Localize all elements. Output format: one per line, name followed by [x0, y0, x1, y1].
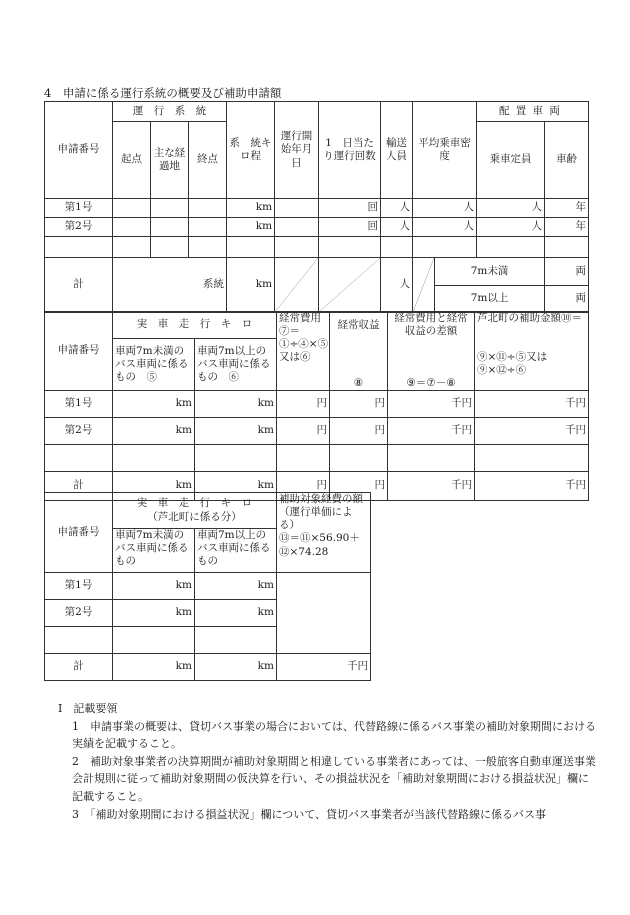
unit-km: km — [195, 390, 277, 417]
revenue-header: 経常収益 — [330, 312, 388, 339]
route-system-header: 運 行 系 統 — [113, 102, 227, 122]
unit-senen: 千円 — [475, 471, 589, 500]
row-label: 第1号 — [45, 573, 113, 600]
unit-nin: 人 — [413, 218, 477, 237]
target-cost-label: 補助対象経費の額（運行単価による） — [279, 493, 363, 532]
row-label: 第1号 — [45, 199, 113, 218]
unit-nen: 年 — [545, 218, 589, 237]
total-row — [45, 654, 371, 681]
unit-keito: 系統 — [113, 258, 227, 313]
unit-nin: 人 — [413, 199, 477, 218]
table-row — [45, 573, 371, 600]
unit-nin: 人 — [477, 218, 545, 237]
target-formula-2: ⑫×74.28 — [279, 545, 329, 558]
unit-km: km — [195, 573, 277, 600]
unit-senen: 千円 — [388, 471, 475, 500]
unit-senen: 千円 — [277, 654, 371, 681]
start-point-header: 起点 — [113, 122, 151, 199]
instructions-title: Ⅰ 記載要領 — [58, 702, 118, 715]
vehicles-header: 配置車両 — [477, 102, 589, 122]
note-2: 2 補助対象事業者の決算期間が補助対象期間と相違している事業者にあっては、一般旅客自動車運送事業会計規則に従って補助対象期間の仮決算を行い、その損益状況を「補助対象期間における損益状況」欄に記載すること。 — [72, 754, 596, 803]
vehicle-age-header: 車齢 — [545, 122, 589, 199]
table-row — [45, 199, 589, 218]
diagonal-cell — [413, 258, 435, 313]
unit-ryo: 両 — [545, 258, 589, 286]
unit-yen: 円 — [330, 417, 388, 444]
instructions — [58, 700, 598, 823]
unit-km: km — [113, 654, 195, 681]
note-3: 3 「補助対象期間における損益状況」欄について、貸切バス事業者が当該代替路線に係るバス事 — [72, 807, 547, 821]
over-7m-km-header: 車両7m以上のバス車両に係るもの ⑥ — [195, 338, 277, 390]
under-7m-km-header: 車両7m未満のバス車両に係るもの ⑤ — [113, 338, 195, 390]
unit-km: km — [195, 417, 277, 444]
target-cost-header — [277, 493, 371, 573]
unit-km: km — [113, 390, 195, 417]
unit-nin: 人 — [381, 199, 413, 218]
passengers-header: 輸送人員 — [381, 102, 413, 199]
cost-header: 経常費用⑦＝①÷④×⑤又は⑥ — [277, 312, 330, 391]
route-km-header: 系 統キロ程 — [227, 102, 275, 199]
capacity-header: 乗車定員 — [477, 122, 545, 199]
unit-yen: 円 — [277, 417, 330, 444]
row-label: 第2号 — [45, 417, 113, 444]
under-7m-km-header: 車両7m未満のバス車両に係るもの — [113, 529, 195, 573]
unit-senen: 千円 — [388, 417, 475, 444]
unit-km: km — [195, 654, 277, 681]
app-no-header: 申請番号 — [45, 493, 113, 573]
unit-km: km — [195, 471, 277, 500]
unit-km: km — [113, 600, 195, 627]
unit-nen: 年 — [545, 199, 589, 218]
table-row — [45, 237, 589, 258]
revenue-number: ⑧ — [330, 338, 388, 390]
diff-header: 経常費用と経常収益の差額 — [388, 312, 475, 339]
unit-ryo: 両 — [545, 286, 589, 313]
unit-km: km — [227, 199, 275, 218]
unit-senen: 千円 — [475, 390, 589, 417]
unit-km: km — [195, 600, 277, 627]
subsidy-header: 芦北町の補助金額⑩＝ — [475, 312, 589, 339]
row-label: 第2号 — [45, 218, 113, 237]
unit-kai: 回 — [319, 218, 381, 237]
diff-formula: ⑨＝⑦－⑧ — [388, 338, 475, 390]
row-label: 第1号 — [45, 390, 113, 417]
unit-kai: 回 — [319, 199, 381, 218]
total-label: 計 — [45, 258, 113, 313]
unit-yen: 円 — [277, 471, 330, 500]
total-label: 計 — [45, 471, 113, 500]
total-row — [45, 258, 589, 286]
subsidy-table — [44, 311, 589, 501]
app-no-header: 申請番号 — [45, 312, 113, 391]
unit-nin: 人 — [477, 199, 545, 218]
unit-yen: 円 — [330, 390, 388, 417]
actual-km-header: 実 車 走 行 キ ロ — [113, 312, 277, 339]
table-row — [45, 390, 589, 417]
unit-km: km — [113, 417, 195, 444]
unit-yen: 円 — [277, 390, 330, 417]
start-date-header: 運行開始年月日 — [275, 102, 319, 199]
unit-senen: 千円 — [475, 417, 589, 444]
note-1: 1 申請事業の概要は、貸切バス事業の場合においては、代替路線に係るバス事業の補助対象期間における実績を記載すること。 — [72, 719, 596, 751]
density-header: 平均乗車密 度 — [413, 102, 477, 199]
daily-runs-header: 1 日当たり運行回数 — [319, 102, 381, 199]
unit-km: km — [113, 471, 195, 500]
unit-km: km — [227, 218, 275, 237]
section-heading: 4 申請に係る運行系統の概要及び補助申請額 — [44, 86, 282, 100]
over-7m-label: 7m以上 — [435, 286, 545, 313]
actual-km-subtitle: （芦北町に係る分） — [147, 510, 242, 523]
table-row — [45, 218, 589, 237]
unit-nin: 人 — [381, 218, 413, 237]
row-label: 第2号 — [45, 600, 113, 627]
ashikita-share-table — [44, 492, 371, 681]
over-7m-km-header: 車両7m以上のバス車両に係るもの — [195, 529, 277, 573]
unit-km: km — [227, 258, 275, 313]
subsidy-formula: ⑨×⑪÷⑤又は⑨×⑫÷⑥ — [475, 338, 589, 390]
actual-km-title: 実 車 走 行 キ ロ — [136, 497, 253, 510]
diagonal-cell — [319, 258, 381, 313]
total-label: 計 — [45, 654, 113, 681]
diagonal-cell — [275, 258, 319, 313]
table-row — [45, 444, 589, 471]
route-overview-table — [44, 101, 589, 313]
under-7m-label: 7m未満 — [435, 258, 545, 286]
unit-km: km — [113, 573, 195, 600]
table-row — [45, 417, 589, 444]
unit-yen: 円 — [330, 471, 388, 500]
app-no-header: 申請番号 — [45, 102, 113, 199]
target-formula-1: ⑬＝⑪×56.90＋ — [279, 532, 360, 545]
via-header: 主な経過地 — [151, 122, 189, 199]
unit-senen: 千円 — [388, 390, 475, 417]
end-point-header: 終点 — [189, 122, 227, 199]
actual-km-header — [113, 493, 277, 529]
unit-nin: 人 — [381, 258, 413, 313]
